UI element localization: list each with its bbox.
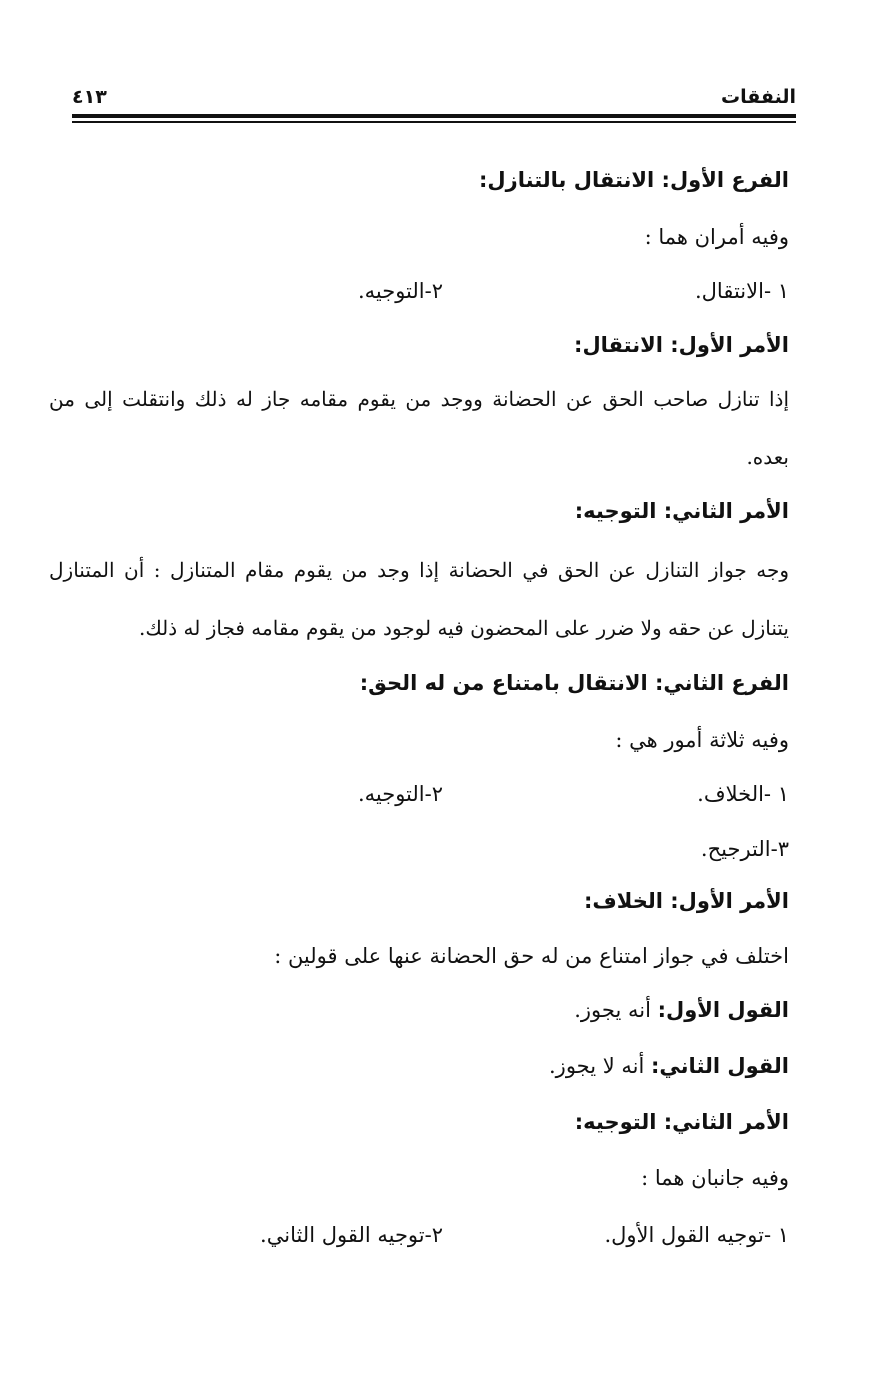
section-1-sub-1-text: إذا تنازل صاحب الحق عن الحضانة ووجد من يقوم مقامه جاز له ذلك وانتقلت إلى من بعده.: [49, 387, 789, 469]
opinion-2-label: القول الثاني:: [651, 1054, 789, 1078]
section-2-side-2: ٢-توجيه القول الثاني.: [260, 1223, 443, 1247]
section-2-intro: وفيه ثلاثة أمور هي :: [615, 728, 789, 752]
section-1-item-2: ٢-التوجيه.: [357, 279, 443, 303]
section-2-sub-2-intro: وفيه جانبان هما :: [641, 1166, 789, 1190]
header-rule-thin: [72, 121, 796, 123]
section-2-side-1: ١ -توجيه القول الأول.: [604, 1223, 789, 1247]
section-1-sub-2-text: وجه جواز التنازل عن الحق في الحضانة إذا وجد من يقوم مقام المتنازل : أن المتنازل يتنازل عن حقه ولا ضرر على المحضون فيه لوجود من يقوم مقامه فجاز له ذلك.: [49, 558, 789, 640]
opinion-2: [84, 1051, 789, 1081]
opinion-1-label: القول الأول:: [657, 998, 789, 1022]
opinion-1-text: أنه يجوز.: [574, 998, 651, 1022]
section-2-heading: الفرع الثاني: الانتقال بامتناع من له الحق:: [359, 671, 789, 695]
section-1-intro: وفيه أمران هما :: [644, 225, 789, 249]
section-1-sub-1-heading: الأمر الأول: الانتقال:: [574, 333, 789, 357]
opinion-1: [84, 995, 789, 1025]
page-number: ٤١٣: [72, 86, 107, 108]
opinion-2-text: أنه لا يجوز.: [549, 1054, 645, 1078]
section-2-sub-2-heading: الأمر الثاني: التوجيه:: [574, 1110, 789, 1134]
section-1-heading: الفرع الأول: الانتقال بالتنازل:: [479, 168, 789, 192]
section-2-item-3: ٣-الترجيح.: [700, 837, 789, 861]
section-2-item-2: ٢-التوجيه.: [357, 782, 443, 806]
running-header: [72, 84, 796, 110]
section-2-item-1: ١ -الخلاف.: [697, 782, 789, 806]
section-2-sub-1-heading: الأمر الأول: الخلاف:: [584, 889, 789, 913]
section-1-sub-2-heading: الأمر الثاني: التوجيه:: [574, 499, 789, 523]
running-header-title: النفقات: [721, 86, 796, 108]
section-1-item-1: ١ -الانتقال.: [695, 279, 789, 303]
header-rule-thick: [72, 114, 796, 118]
section-2-sub-1-text: اختلف في جواز امتناع من له حق الحضانة عنها على قولين :: [274, 944, 789, 968]
